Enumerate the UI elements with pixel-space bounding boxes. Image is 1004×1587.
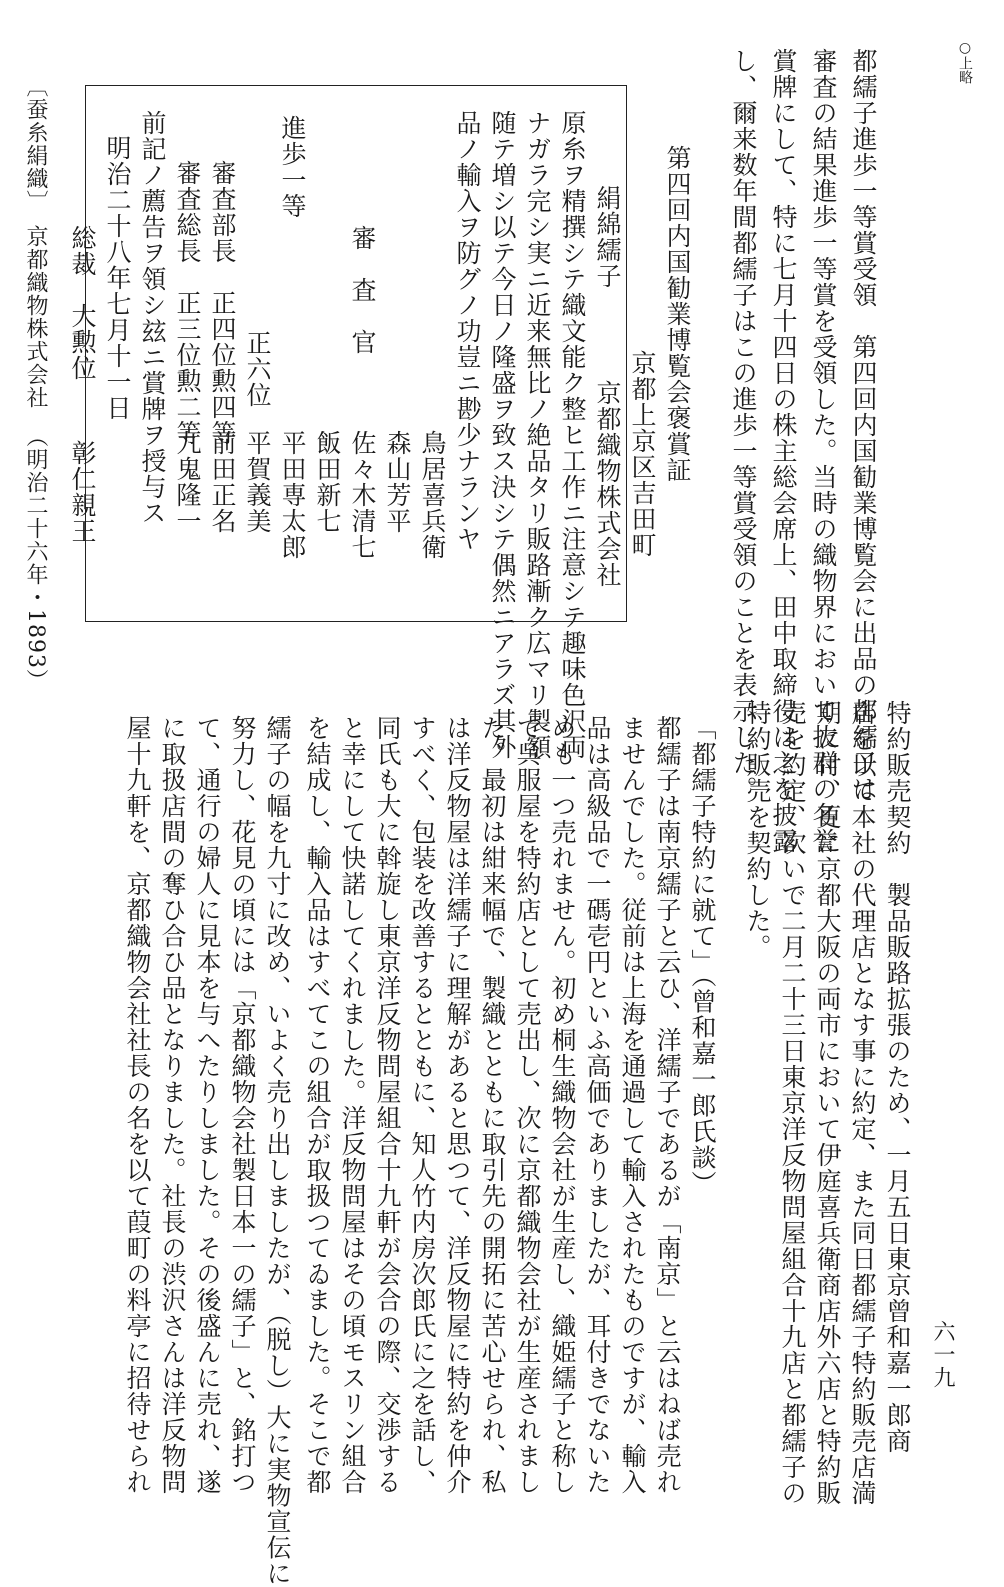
- certificate-address: 京都上京区吉田町: [628, 350, 657, 558]
- judge-2: 森山芳平: [383, 430, 412, 534]
- lower-line-19: 繻子の幅を九寸に改め、いよく売り出しましたが、（脱し）大に実物宣伝に: [263, 715, 292, 1587]
- certificate-body-4: 品ノ輸入ヲ防グノ功豈ニ尠少ナランヤ: [453, 110, 482, 552]
- upper-line-4: し、爾来数年間都繻子はこの進歩一等賞受領のことを表示した。: [729, 48, 758, 802]
- lower-line-5: 特約販売を契約した。: [743, 700, 772, 960]
- lower-line-16: 同氏も大に斡旋し東京洋反物問屋組合十九軒が会合の際、交渉する: [373, 715, 402, 1495]
- lower-line-20: 努力し、花見の頃には「京都織物会社製日本一の繻子」と、銘打つ: [228, 715, 257, 1495]
- lower-line-2: 店を以て本社の代理店となす事に約定、また同日都繻子特約販売店満: [848, 700, 877, 1506]
- judge-4: 飯田新七: [313, 430, 342, 534]
- lower-line-15: すべく、包装を改善するとともに、知人竹内房次郎氏に之を話し、: [408, 715, 437, 1495]
- lower-line-18: を結成し、輸入品はすべてこの組合が取扱つてゐました。そこで都: [303, 715, 332, 1495]
- lower-line-3: 期に付、更に京都大阪の両市において伊庭喜兵衛商店外六店と特約販: [813, 700, 842, 1506]
- certificate-title: 第四回内国勧業博覧会褒賞証: [663, 145, 692, 483]
- page-number: 六一九: [930, 1320, 955, 1389]
- lower-line-12: て呉服屋を特約店として売出し、次に京都織物会社が生産されまし: [513, 715, 542, 1495]
- person-3: 九鬼隆一: [173, 430, 202, 534]
- upper-line-1: 都繻子進歩一等賞受領 第四回内国勧業博覧会に出品の都繻子は: [849, 48, 878, 802]
- award-label: 進歩一等: [278, 115, 307, 219]
- rank-1: 正六位: [243, 330, 272, 408]
- lower-line-14: は洋反物屋は洋繻子に理解があると思つて、洋反物屋に特約を仲介: [443, 715, 472, 1495]
- lower-line-13: た。最初は紺来幅で、製織とともに取引先の開拓に苦心せられ、私: [478, 715, 507, 1495]
- lower-line-22: に取扱店間の奪ひ合ひ品となりました。社長の渋沢さんは洋反物問: [158, 715, 187, 1495]
- certificate-body-2: ナガラ完シ実ニ近来無比ノ絶品タリ販路漸ク広マリ製額: [523, 110, 552, 760]
- lower-line-1: 特約販売契約 製品販路拡張のため、一月五日東京曾和嘉一郎商: [883, 700, 912, 1454]
- certificate-body-1: 原糸ヲ精撰シテ織文能ク整ヒ工作ニ注意シテ趣味色沢両: [558, 110, 587, 760]
- judge-1: 鳥居喜兵衛: [418, 430, 447, 560]
- caption-company: 京都織物株式会社: [23, 225, 48, 409]
- certificate-date: 明治二十八年七月十一日: [103, 135, 132, 421]
- judge-5: 平田専太郎: [278, 430, 307, 560]
- lower-line-4: 売を約定、次いで二月二十三日東京洋反物問屋組合十九店と都繻子の: [778, 700, 807, 1506]
- person-1: 平賀義美: [243, 430, 272, 534]
- judge-3: 佐々木清七: [348, 430, 377, 560]
- lower-line-17: と幸にして快諾してくれました。洋反物問屋はその頃モスリン組合: [338, 715, 367, 1495]
- upper-line-2: 審査の結果進歩一等賞を受領した。当時の織物界において抜群の名誉: [809, 48, 838, 854]
- lower-line-23: 屋十九軒を、京都織物会社社長の名を以て葭町の料亭に招待せられ: [123, 715, 152, 1495]
- president-name: 彰仁親王: [68, 440, 97, 544]
- lower-line-21: て、通行の婦人に見本を与へたりしました。その後盛んに売れ、遂: [193, 715, 222, 1495]
- upper-line-3: 賞牌にして、特に七月十四日の株主総会席上、田中取締役は之を披露: [769, 48, 798, 854]
- lower-line-11: めも一つ売れません。初め桐生織物会社が生産し、織姫繻子と称し: [548, 715, 577, 1495]
- person-2: 前田正名: [208, 430, 237, 534]
- certificate-closing: 前記ノ薦告ヲ領シ玆ニ賞牌ヲ授与ス: [138, 110, 167, 526]
- caption-era: （明治二十六年・1893）: [23, 425, 48, 692]
- title-3: 審査総長 正三位勲二等: [173, 160, 202, 446]
- certificate-item: 絹綿繻子: [593, 185, 622, 289]
- lower-line-10: 品は高級品で一碼壱円といふ高価でありましたが、耳付きでないた: [583, 715, 612, 1495]
- lower-line-8: 都繻子は南京繻子と云ひ、洋繻子であるが「南京」と云はねば売れ: [653, 715, 682, 1495]
- certificate-company: 京都織物株式会社: [593, 380, 622, 588]
- lower-line-7: 「都繻子特約に就て」（曾和嘉一郎氏談）: [688, 715, 717, 1197]
- caption-category: 〔蚕糸絹織〕: [23, 75, 48, 213]
- judges-label: 審 査 官: [348, 225, 377, 355]
- lower-line-9: ませんでした。従前は上海を通過して輸入されたものですが、輸入: [618, 715, 647, 1495]
- president-title: 総裁 大勲位: [68, 225, 97, 381]
- top-note: ○上略: [957, 40, 973, 84]
- title-2: 審査部長 正四位勲四等: [208, 160, 237, 446]
- certificate-body-3: 随テ増シ以テ今日ノ隆盛ヲ致ス決シテ偶然ニアラズ其外: [488, 110, 517, 760]
